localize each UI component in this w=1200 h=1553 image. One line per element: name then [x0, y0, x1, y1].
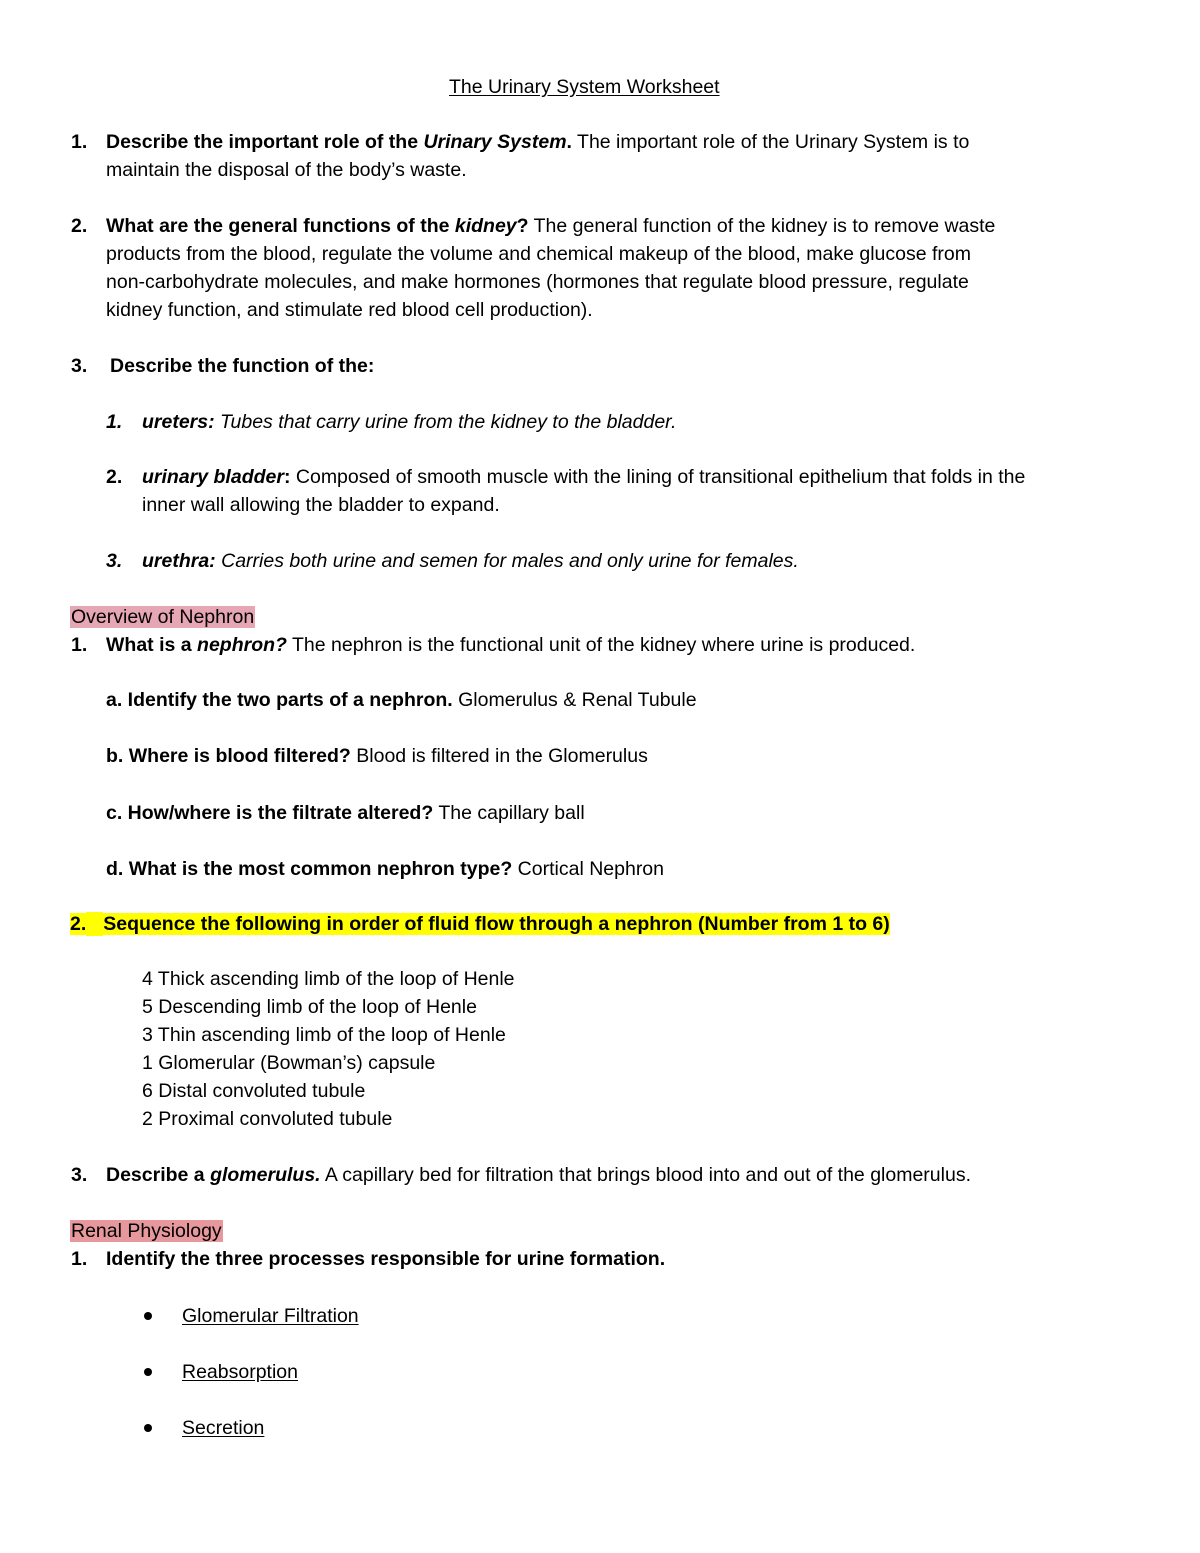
q3-item-number: 2.	[106, 466, 123, 488]
nephron-q2-question: Sequence the following in order of fluid flow through a nephron (Number from 1 to 6)	[103, 913, 890, 935]
nephron-q1-number: 1.	[71, 634, 88, 656]
q3-item-ureters	[142, 410, 676, 434]
q2-line1	[106, 214, 995, 238]
sequence-item: 2 Proximal convoluted tubule	[142, 1108, 393, 1130]
renal-q1-number: 1.	[71, 1248, 88, 1270]
section-heading-nephron	[70, 605, 255, 629]
q2-answer: The general function of the kidney is to remove waste	[528, 215, 996, 237]
q1-line1	[106, 130, 969, 154]
bullet-icon	[144, 1424, 152, 1432]
q1-question-emphasis: Urinary System	[423, 131, 567, 153]
sub-question: d. What is the most common nephron type?	[106, 858, 513, 880]
sequence-item: 4 Thick ascending limb of the loop of Henle	[142, 968, 515, 990]
q2-number: 2.	[71, 215, 88, 237]
q3-item-bladder-line2: inner wall allowing the bladder to expand.	[142, 494, 500, 516]
q3-answer: Tubes that carry urine from the kidney to the bladder.	[214, 411, 677, 433]
q2-question-end: ?	[516, 215, 529, 237]
nephron-sub-c	[106, 801, 585, 825]
sub-answer: Blood is filtered in the Glomerulus	[350, 745, 648, 767]
q1-answer: The important role of the Urinary System is to	[571, 131, 970, 153]
sub-answer: Glomerulus & Renal Tubule	[452, 689, 697, 711]
nephron-sub-a	[106, 688, 697, 712]
q3-term: urethra:	[142, 550, 216, 572]
q1-question: Describe the important role of the	[106, 131, 424, 153]
q2-answer-line3: non-carbohydrate molecules, and make hormones (hormones that regulate blood pressure, regulate	[106, 271, 969, 293]
nephron-q2	[70, 912, 890, 936]
q3-answer: Composed of smooth muscle with the lining of transitional epithelium that folds in the	[290, 466, 1026, 488]
q1-answer-line2: maintain the disposal of the body’s waste.	[106, 159, 467, 181]
q3-item-number: 1.	[106, 411, 123, 433]
nephron-q1-emphasis: nephron?	[197, 634, 287, 656]
nephron-q1	[106, 633, 915, 657]
q2-answer-line4: kidney function, and stimulate red blood cell production).	[106, 299, 593, 321]
bullet-item: Reabsorption	[182, 1361, 298, 1383]
renal-q1-question: Identify the three processes responsible for urine formation.	[106, 1248, 666, 1270]
bullet-icon	[144, 1312, 152, 1320]
nephron-q1-answer: The nephron is the functional unit of the kidney where urine is produced.	[286, 634, 916, 656]
heading-text: Overview of Nephron	[71, 606, 255, 628]
q2-answer-line2: products from the blood, regulate the volume and chemical makeup of the blood, make glucose from	[106, 243, 971, 265]
page-title: The Urinary System Worksheet	[449, 76, 720, 98]
q2-question: What are the general functions of the	[106, 215, 455, 237]
sub-answer: Cortical Nephron	[512, 858, 664, 880]
q3-item-bladder	[142, 465, 1025, 489]
q3-answer: Carries both urine and semen for males and only urine for females.	[215, 550, 799, 572]
q3-term: ureters:	[142, 411, 215, 433]
bullet-item: Glomerular Filtration	[182, 1305, 359, 1327]
nephron-q3	[106, 1163, 971, 1187]
nephron-q2-number: 2.	[70, 913, 87, 935]
q3-term-colon: :	[283, 466, 291, 488]
sub-question: a. Identify the two parts of a nephron.	[106, 689, 453, 711]
q1-number: 1.	[71, 131, 88, 153]
nephron-q3-question: Describe a	[106, 1164, 211, 1186]
sub-answer: The capillary ball	[433, 802, 585, 824]
nephron-q3-emphasis: glomerulus.	[210, 1164, 321, 1186]
q3-item-number: 3.	[106, 550, 123, 572]
q1-question-end: .	[566, 131, 572, 153]
sequence-item: 3 Thin ascending limb of the loop of Henle	[142, 1024, 506, 1046]
bullet-item: Secretion	[182, 1417, 265, 1439]
nephron-q3-answer: A capillary bed for filtration that brings blood into and out of the glomerulus.	[320, 1164, 971, 1186]
nephron-sub-d	[106, 857, 664, 881]
q3-term: urinary bladder	[142, 466, 284, 488]
heading-text: Renal Physiology	[71, 1220, 222, 1242]
nephron-sub-b	[106, 744, 648, 768]
bullet-icon	[144, 1368, 152, 1376]
q3-item-urethra	[142, 549, 799, 573]
q3-question: Describe the function of the:	[110, 355, 375, 377]
sequence-item: 6 Distal convoluted tubule	[142, 1080, 366, 1102]
sub-question: b. Where is blood filtered?	[106, 745, 351, 767]
nephron-q2-spacer	[86, 912, 103, 936]
section-heading-renal	[70, 1219, 223, 1243]
sequence-item: 1 Glomerular (Bowman’s) capsule	[142, 1052, 436, 1074]
q3-number: 3.	[71, 355, 88, 377]
nephron-q1-question: What is a	[106, 634, 198, 656]
q2-question-emphasis: kidney	[454, 215, 517, 237]
sub-question: c. How/where is the filtrate altered?	[106, 802, 434, 824]
sequence-item: 5 Descending limb of the loop of Henle	[142, 996, 477, 1018]
nephron-q3-number: 3.	[71, 1164, 88, 1186]
